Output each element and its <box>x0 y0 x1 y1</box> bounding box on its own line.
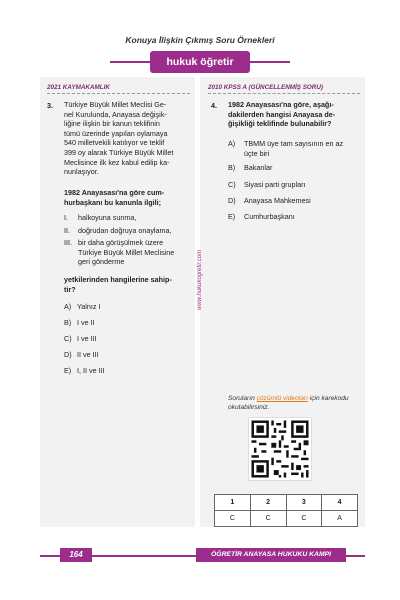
brand-logo: hukuk öğretir <box>150 51 250 73</box>
q4-option-d[interactable]: D) Anayasa Mahkemesi <box>228 196 311 205</box>
q4-option-c[interactable]: C) Siyasi parti grupları <box>228 180 306 189</box>
answer-letter: C <box>215 511 251 527</box>
answer-number: 1 <box>215 495 251 511</box>
question-3-stem-bold: 1982 Anayasası'na göre cum- hurbaşkanı bu kanunla ilgili; <box>64 188 165 207</box>
answer-letter: C <box>286 511 322 527</box>
question-4-number: 4. <box>211 101 217 110</box>
statement-2: II. doğrudan doğruya onaylama, <box>64 226 172 235</box>
question-3-prompt: yetkilerinden hangilerine sahip- tir? <box>64 275 172 294</box>
footer-book-title: ÖĞRETİR ANAYASA HUKUKU KAMPI <box>196 548 346 562</box>
q3-option-a[interactable]: A) Yalnız I <box>64 302 101 311</box>
header-rule-right <box>250 61 290 63</box>
q3-option-d[interactable]: D) II ve III <box>64 350 99 359</box>
answer-number: 2 <box>250 495 286 511</box>
left-section-rule <box>47 93 190 94</box>
q4-option-a[interactable]: A) TBMM üye tam sayısının en az üçte biri <box>228 139 344 158</box>
video-link[interactable]: çözümlü videoları <box>256 395 308 402</box>
right-section-rule <box>208 93 360 94</box>
answer-key-numbers-row <box>215 495 358 511</box>
question-3-number: 3. <box>47 101 53 110</box>
answer-letter: A <box>322 511 358 527</box>
vertical-website-url[interactable]: www.hukukogretir.com <box>197 249 203 310</box>
qr-caption: Soruların çözümlü videoları için karekodu okutabilirsiniz. <box>228 395 349 411</box>
statement-1: I. halkoyuna sunma, <box>64 213 137 222</box>
right-section-label: 2010 KPSS A (GÜNCELLENMİŞ SORU) <box>208 84 323 91</box>
answer-letter: C <box>250 511 286 527</box>
page-number: 164 <box>60 548 92 562</box>
answer-number: 4 <box>322 495 358 511</box>
page-header-title: Konuya İlişkin Çıkmış Soru Örnekleri <box>125 35 275 45</box>
question-4-stem: 1982 Anayasası'na göre, aşağı- dakilerden hangisi Anayasa de- ğişikliği teklifinde bulunabilir? <box>228 100 336 129</box>
q3-option-c[interactable]: C) I ve III <box>64 334 97 343</box>
q4-option-e[interactable]: E) Cumhurbaşkanı <box>228 212 295 221</box>
answer-key-table <box>214 494 358 527</box>
header-rule-left <box>110 61 150 63</box>
answer-number: 3 <box>286 495 322 511</box>
left-section-label: 2021 KAYMAKAMLIK <box>47 84 110 91</box>
q3-option-b[interactable]: B) I ve II <box>64 318 95 327</box>
answer-key-letters-row <box>215 511 358 527</box>
qr-code-icon <box>249 418 311 480</box>
statement-3: III. bir daha görüşülmek üzere Türkiye Büyük Millet Meclisine geri gönderme <box>64 238 175 267</box>
q3-option-e[interactable]: E) I, II ve III <box>64 366 105 375</box>
qr-code[interactable] <box>248 417 312 481</box>
question-3-stem: Türkiye Büyük Millet Meclisi Ge- nel Kurulunda, Anayasa değişik- liğine ilişkin bir kanun teklifinin tümü üzerinde yapılan oylamaya 540 milletvekili katılıyor ve teklif 399 oy alarak Türkiye Büyük Millet Meclisince ilk kez kabul edilip ka- nunlaşıyor. <box>64 100 174 177</box>
q4-option-b[interactable]: B) Bakanlar <box>228 163 273 172</box>
